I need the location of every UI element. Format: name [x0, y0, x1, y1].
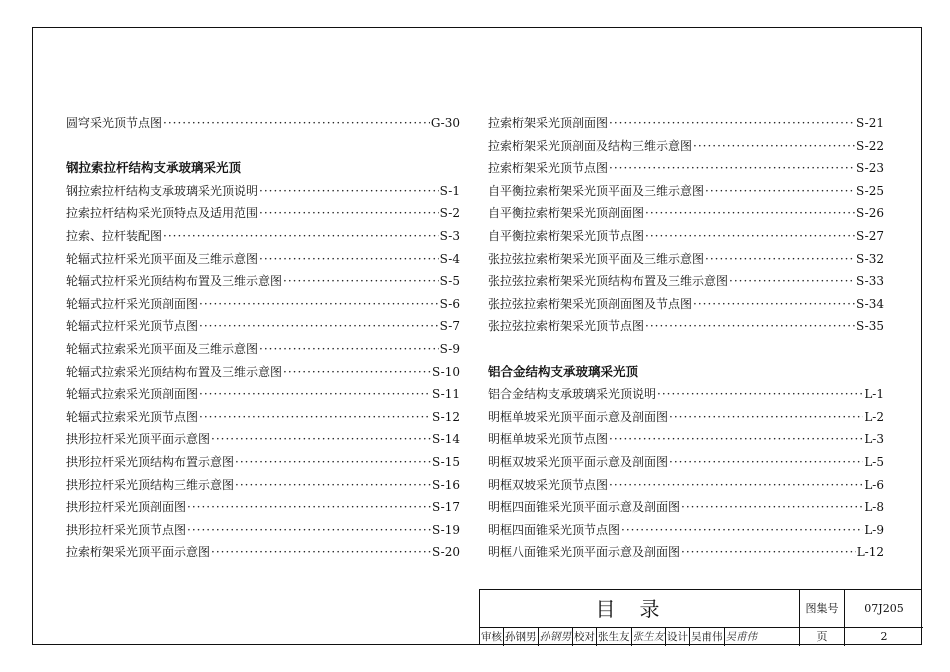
toc-leader-dots: [609, 428, 863, 451]
toc-entry-title: 明框四面锥采光顶节点图: [488, 522, 621, 537]
toc-entry-title: 铝合金结构支承玻璃采光顶说明: [488, 387, 657, 402]
toc-entry: [488, 225, 884, 248]
toc-leader-dots: [681, 496, 863, 519]
toc-entry: [488, 541, 884, 564]
toc-entry-title: 轮辐式拉杆采光顶剖面图: [66, 296, 199, 311]
toc-leader-dots: [259, 202, 439, 225]
toc-entry: [66, 451, 460, 474]
toc-entry-title: 明框双坡采光顶平面示意及剖面图: [488, 454, 669, 469]
toc-entry-code: S-5: [439, 274, 460, 289]
toc-leader-dots: [609, 474, 863, 497]
atlas-number-value: 07J205: [845, 590, 923, 628]
toc-entry-code: L-1: [864, 387, 884, 402]
toc-entry-code: S-22: [856, 138, 884, 153]
atlas-number-label: 图集号: [800, 590, 845, 628]
toc-entry-title: 拱形拉杆采光顶节点图: [66, 522, 187, 537]
toc-entry: [66, 225, 460, 248]
toc-entry-code: S-2: [439, 206, 460, 221]
design-label: 设计: [666, 628, 690, 646]
toc-spacer: [488, 338, 884, 361]
toc-leader-dots: [669, 406, 863, 429]
toc-entry: [66, 383, 460, 406]
toc-leader-dots: [645, 202, 855, 225]
toc-entry: [488, 406, 884, 429]
toc-entry: [66, 519, 460, 542]
toc-entry-title: 拱形拉杆采光顶结构三维示意图: [66, 477, 235, 492]
toc-entry-title: 轮辐式拉杆采光顶节点图: [66, 319, 199, 334]
toc-entry-code: S-34: [856, 296, 884, 311]
toc-left-column: [66, 112, 460, 564]
toc-entry-title: 轮辐式拉杆采光顶平面及三维示意图: [66, 251, 259, 266]
toc-entry: [66, 496, 460, 519]
toc-entry: [66, 338, 460, 361]
toc-leader-dots: [211, 541, 431, 564]
toc-entry-title: 张拉弦拉索桁架采光顶结构布置及三维示意图: [488, 274, 729, 289]
toc-entry-code: S-11: [432, 387, 460, 402]
toc-entry-title: 拉索拉杆结构采光顶特点及适用范围: [66, 206, 259, 221]
toc-entry-code: S-26: [856, 206, 884, 221]
toc-entry: [488, 315, 884, 338]
toc-entry-code: L-12: [856, 545, 884, 560]
toc-entry-code: S-33: [856, 274, 884, 289]
toc-entry-code: S-20: [432, 545, 460, 560]
toc-entry-code: S-25: [856, 183, 884, 198]
toc-entry-code: S-6: [439, 296, 460, 311]
toc-entry-code: S-1: [439, 183, 460, 198]
toc-section-heading: 钢拉索拉杆结构支承玻璃采光顶: [66, 160, 242, 176]
toc-leader-dots: [669, 451, 863, 474]
check-name: 张生友: [597, 628, 632, 646]
toc-leader-dots: [729, 270, 855, 293]
toc-entry-code: S-32: [856, 251, 884, 266]
toc-entry: [66, 406, 460, 429]
toc-entry-title: 明框八面锥采光顶平面示意及剖面图: [488, 545, 681, 560]
toc-entry-title: 拱形拉杆采光顶剖面图: [66, 500, 187, 515]
toc-leader-dots: [657, 383, 863, 406]
toc-entry-code: S-23: [856, 161, 884, 176]
toc-entry-code: L-9: [864, 522, 884, 537]
toc-entry-title: 张拉弦拉索桁架采光顶平面及三维示意图: [488, 251, 705, 266]
toc-entry-code: S-16: [432, 477, 460, 492]
toc-entry-title: 张拉弦拉索桁架采光顶剖面图及节点图: [488, 296, 693, 311]
toc-leader-dots: [235, 474, 431, 497]
toc-leader-dots: [187, 519, 431, 542]
toc-entry-title: 拱形拉杆采光顶结构布置示意图: [66, 454, 235, 469]
toc-leader-dots: [609, 112, 855, 135]
toc-entry-code: L-6: [864, 477, 884, 492]
toc-entry-code: S-21: [856, 116, 884, 130]
toc-entry-title: 圆穹采光顶节点图: [66, 116, 163, 130]
toc-entry-title: 轮辐式拉杆采光顶结构布置及三维示意图: [66, 274, 283, 289]
toc-entry-title: 明框四面锥采光顶平面示意及剖面图: [488, 500, 681, 515]
toc-spacer: [66, 135, 460, 158]
toc-entry-code: S-4: [439, 251, 460, 266]
toc-leader-dots: [259, 338, 439, 361]
signature-row: [480, 628, 800, 646]
toc-leader-dots: [199, 293, 439, 316]
toc-entry: [66, 428, 460, 451]
toc-leader-dots: [199, 383, 431, 406]
toc-entry-title: 自平衡拉索桁架采光顶平面及三维示意图: [488, 183, 705, 198]
toc-leader-dots: [199, 315, 439, 338]
review-label: 审核: [480, 628, 504, 646]
toc-entry-code: S-12: [432, 409, 460, 424]
toc-entry-title: 明框单坡采光顶平面示意及剖面图: [488, 409, 669, 424]
toc-entry-code: L-3: [864, 432, 884, 447]
toc-entry: [488, 202, 884, 225]
toc-entry: [66, 270, 460, 293]
design-signature: 吴甫伟: [725, 631, 757, 643]
toc-entry-code: S-7: [439, 319, 460, 334]
toc-entry-title: 拉索桁架采光顶节点图: [488, 161, 609, 176]
page-number: 2: [880, 630, 888, 643]
toc-entry-code: S-15: [432, 454, 460, 469]
toc-entry-code: S-17: [432, 500, 460, 515]
toc-leader-dots: [259, 180, 439, 203]
toc-entry-title: 拉索桁架采光顶平面示意图: [66, 545, 211, 560]
toc-leader-dots: [681, 541, 856, 564]
design-name: 吴甫伟: [690, 628, 725, 646]
toc-entry-code: S-3: [439, 228, 460, 243]
toc-entry: [66, 202, 460, 225]
toc-entry-title: 拉索桁架采光顶剖面图: [488, 116, 609, 130]
toc-entry: [66, 315, 460, 338]
toc-right-column: [488, 112, 884, 564]
toc-entry-title: 自平衡拉索桁架采光顶剖面图: [488, 206, 645, 221]
toc-entry-title: 拉索桁架采光顶剖面及结构三维示意图: [488, 138, 693, 153]
toc-entry-title: 轮辐式拉索采光顶节点图: [66, 409, 199, 424]
toc-entry-title: 明框单坡采光顶节点图: [488, 432, 609, 447]
toc-leader-dots: [645, 225, 855, 248]
toc-entry-code: L-2: [864, 409, 884, 424]
title-block-title: 目录: [480, 590, 800, 628]
toc-entry-code: S-27: [856, 228, 884, 243]
toc-leader-dots: [621, 519, 863, 542]
toc-leader-dots: [693, 135, 855, 158]
toc-entry: [488, 248, 884, 271]
toc-entry: [488, 112, 884, 135]
toc-entry-code: S-35: [856, 319, 884, 334]
toc-entry-title: 自平衡拉索桁架采光顶节点图: [488, 228, 645, 243]
toc-leader-dots: [283, 361, 431, 384]
toc-entry-title: 钢拉索拉杆结构支承玻璃采光顶说明: [66, 183, 259, 198]
toc-entry: [66, 293, 460, 316]
toc-entry: [66, 180, 460, 203]
toc-entry: [488, 428, 884, 451]
toc-leader-dots: [645, 315, 855, 338]
toc-entry: [488, 293, 884, 316]
page-label: 页: [800, 628, 845, 646]
toc-entry: [488, 157, 884, 180]
toc-leader-dots: [199, 406, 431, 429]
toc-entry: [488, 135, 884, 158]
toc-entry: [488, 180, 884, 203]
toc-entry-title: 轮辐式拉索采光顶剖面图: [66, 387, 199, 402]
check-signature: 张生友: [632, 628, 667, 646]
review-signature: 孙钢男: [539, 628, 574, 646]
toc-leader-dots: [609, 157, 855, 180]
toc-section-heading: 铝合金结构支承玻璃采光顶: [488, 363, 639, 379]
toc-entry-code: S-14: [432, 432, 460, 447]
toc-leader-dots: [187, 496, 431, 519]
toc-entry: [488, 270, 884, 293]
toc-entry-title: 拱形拉杆采光顶平面示意图: [66, 432, 211, 447]
check-label: 校对: [573, 628, 597, 646]
toc-entry-title: 轮辐式拉索采光顶平面及三维示意图: [66, 341, 259, 356]
toc-entry-code: S-10: [432, 364, 460, 379]
toc-entry: [488, 519, 884, 542]
toc-leader-dots: [235, 451, 431, 474]
toc-entry-title: 拉索、拉杆装配图: [66, 228, 163, 243]
toc-entry: [66, 541, 460, 564]
toc-entry-title: 张拉弦拉索桁架采光顶节点图: [488, 319, 645, 334]
toc-entry-code: G-30: [430, 116, 460, 130]
toc-entry: [488, 451, 884, 474]
toc-entry-title: 轮辐式拉索采光顶结构布置及三维示意图: [66, 364, 283, 379]
toc-leader-dots: [705, 248, 855, 271]
toc-entry: [488, 496, 884, 519]
toc-entry-title: 明框双坡采光顶节点图: [488, 477, 609, 492]
toc-entry: [488, 383, 884, 406]
toc-leader-dots: [283, 270, 439, 293]
toc-entry: [66, 474, 460, 497]
toc-entry-code: S-19: [432, 522, 460, 537]
toc-entry-code: L-8: [864, 500, 884, 515]
title-block: [479, 589, 922, 645]
toc-leader-dots: [211, 428, 431, 451]
toc-leader-dots: [163, 112, 430, 135]
toc-leader-dots: [693, 293, 855, 316]
review-name: 孙钢男: [504, 628, 539, 646]
toc-entry-code: S-9: [439, 341, 460, 356]
toc-entry: [66, 112, 460, 135]
toc-entry-code: L-5: [864, 454, 884, 469]
toc-leader-dots: [705, 180, 855, 203]
toc-entry: [66, 361, 460, 384]
toc-entry: [488, 474, 884, 497]
toc-leader-dots: [259, 248, 439, 271]
toc-entry: [66, 248, 460, 271]
toc-leader-dots: [163, 225, 439, 248]
